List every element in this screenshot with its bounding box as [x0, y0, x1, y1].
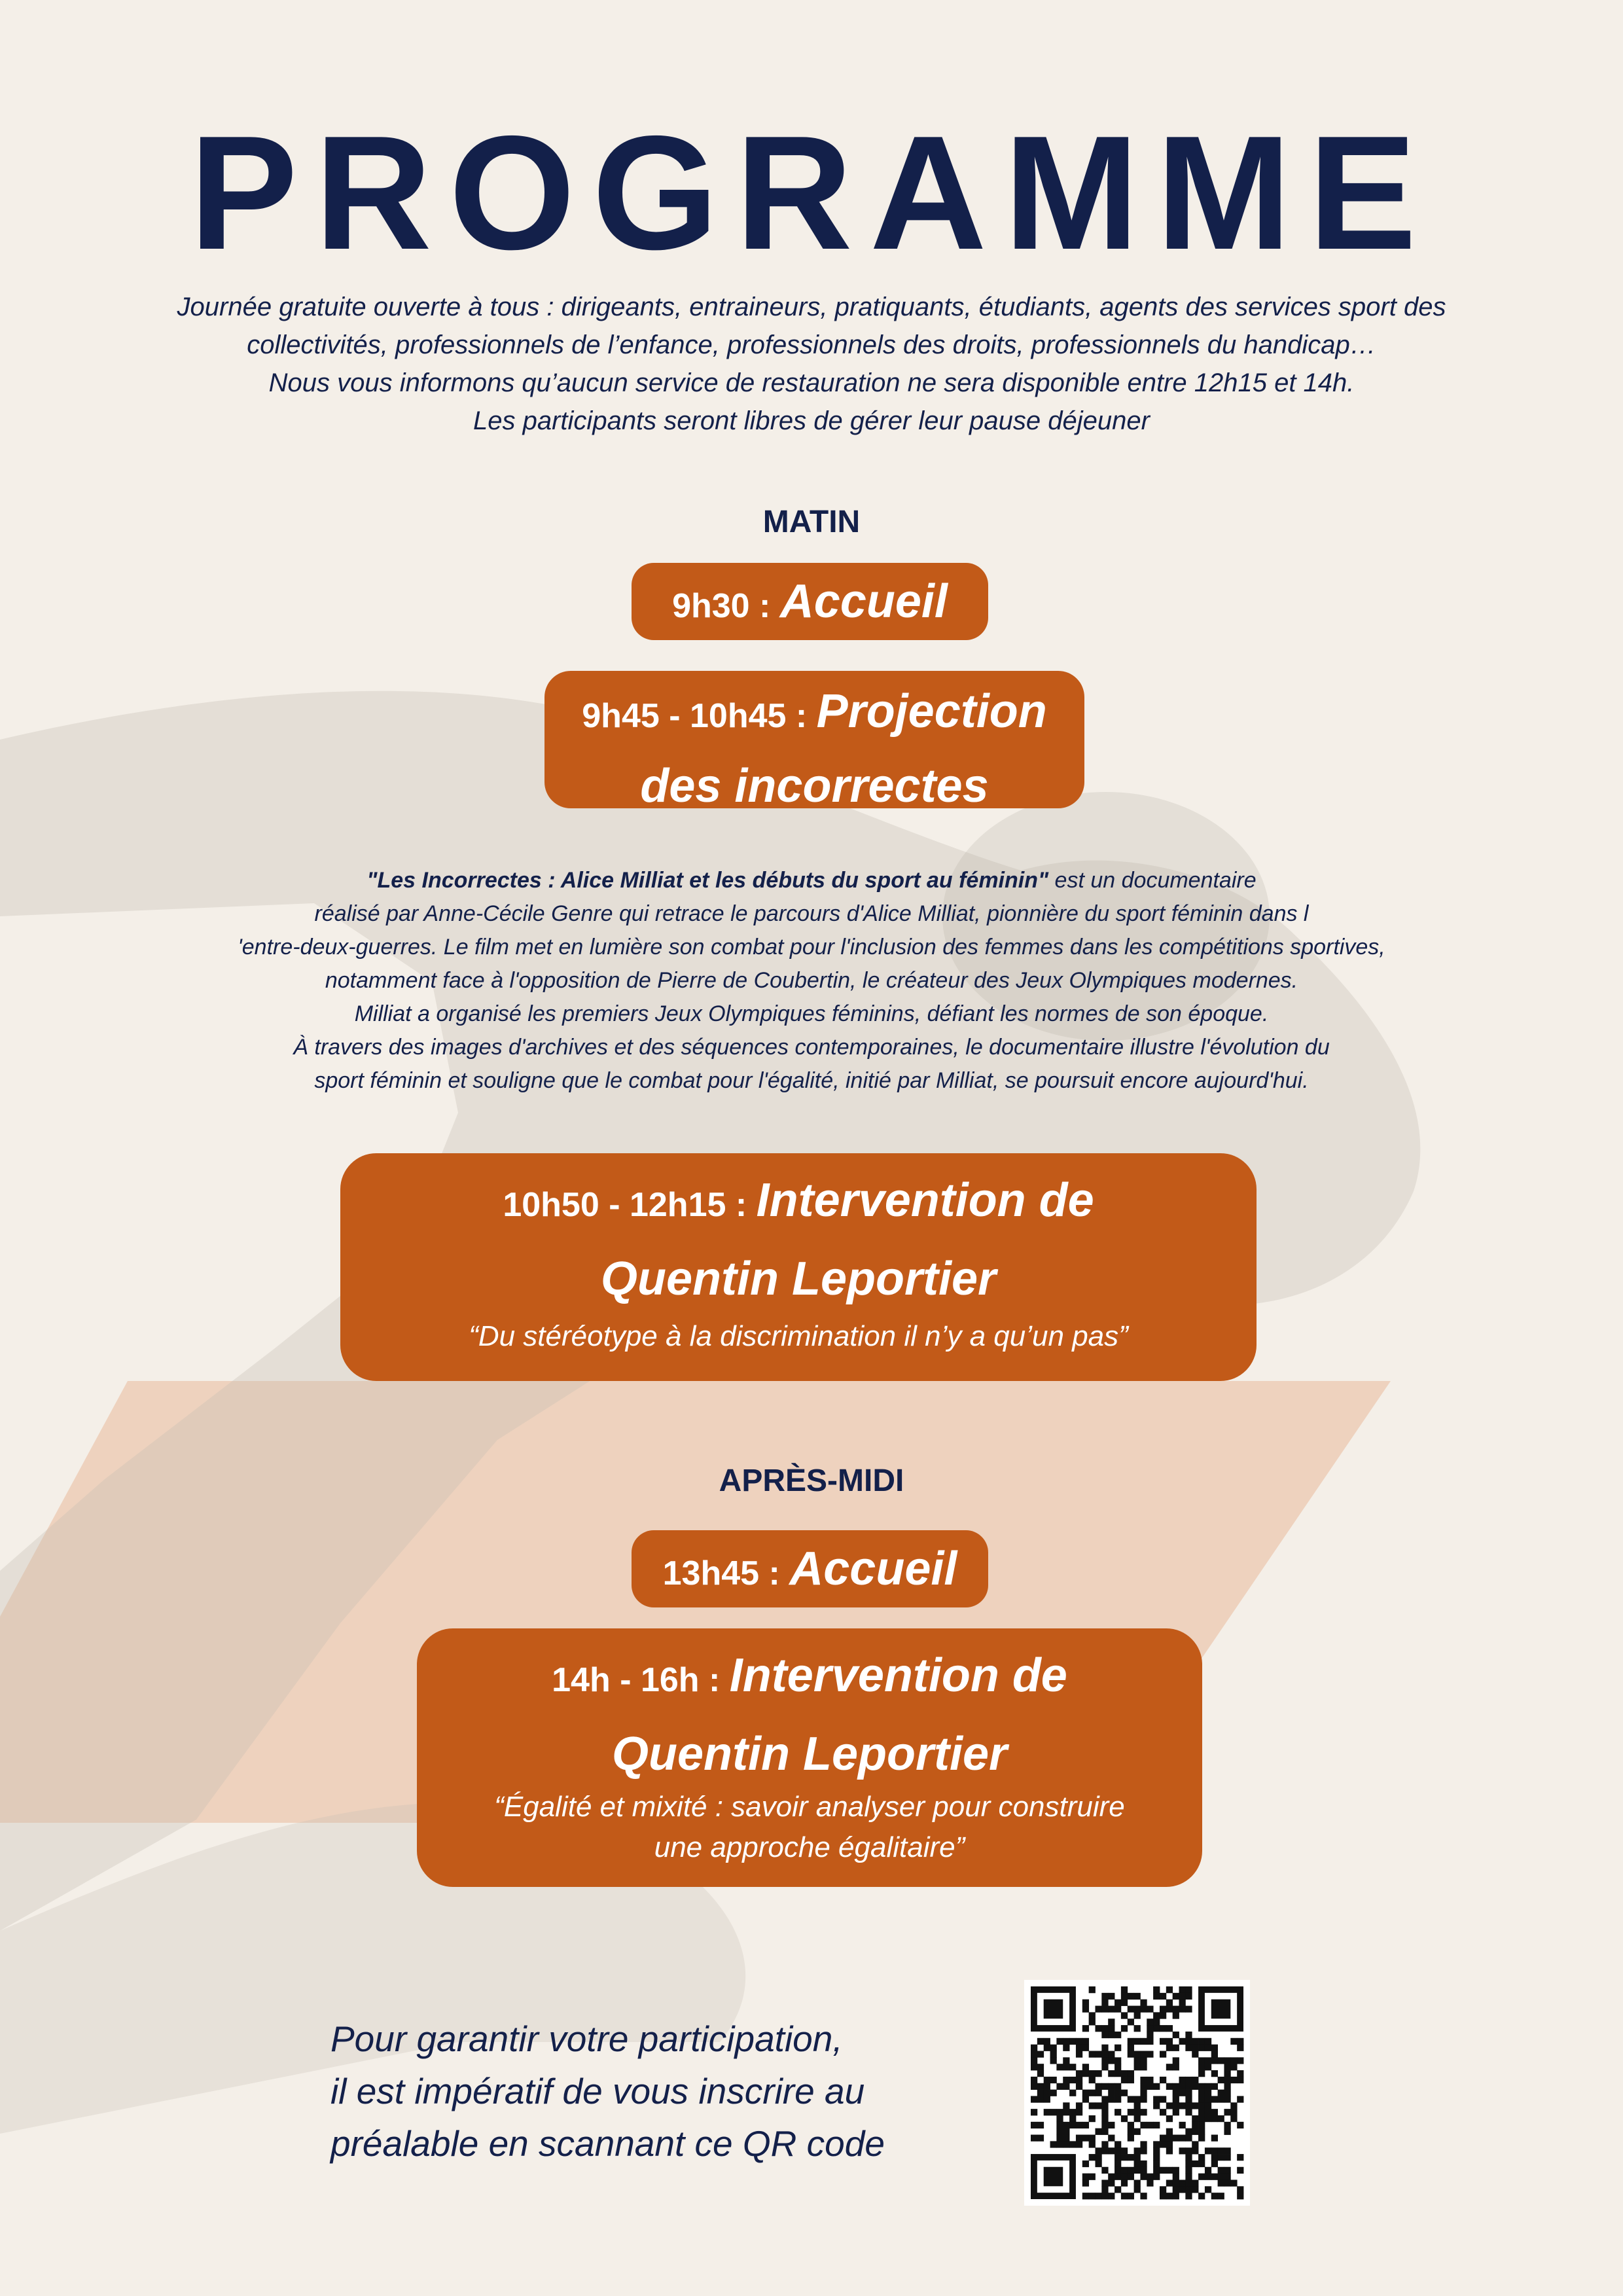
schedule-title: Intervention de [756, 1174, 1094, 1227]
description-line: 'entre-deux-guerres. Le film met en lumière son combat pour l'inclusion des femmes dans les compétitions sportives, [238, 935, 1385, 960]
intro-line: Nous vous informons qu’aucun service de restauration ne sera disponible entre 12h15 et 14h. [268, 368, 1355, 397]
intro-line: collectivités, professionnels de l’enfance, professionnels des droits, professionnels du handicap… [247, 331, 1376, 359]
schedule-title: Intervention de [729, 1649, 1067, 1702]
schedule-item-accueil-morning [632, 563, 988, 640]
registration-line: préalable en scannant ce QR code [330, 2123, 885, 2164]
registration-line: il est impératif de vous inscrire au [330, 2071, 865, 2111]
section-title-apres-midi: APRÈS-MIDI [719, 1463, 904, 1498]
speaker-name: Quentin Leportier [600, 1253, 997, 1305]
intro-line: Les participants seront libres de gérer leur pause déjeuner [473, 406, 1150, 435]
schedule-title: des incorrectes [640, 760, 989, 812]
description-line: sport féminin et souligne que le combat pour l'égalité, initié par Milliat, se poursuit encore aujourd'hui. [314, 1068, 1309, 1093]
schedule-title: Accueil [789, 1543, 957, 1595]
schedule-item-projection [544, 671, 1084, 812]
intro-line: Journée gratuite ouverte à tous : dirigeants, entraineurs, pratiquants, étudiants, agents des services sport des [177, 293, 1446, 321]
schedule-time: 13h45 : [662, 1554, 790, 1592]
intervention-subtitle: “Égalité et mixité : savoir analyser pour construire [494, 1791, 1125, 1823]
speaker-name: Quentin Leportier [611, 1728, 1008, 1780]
documentary-description [0, 864, 1623, 1098]
description-line: est un documentaire [1048, 868, 1257, 893]
description-line: notamment face à l'opposition de Pierre de Coubertin, le créateur des Jeux Olympiques modernes. [325, 968, 1298, 993]
schedule-item-accueil-afternoon [632, 1530, 988, 1607]
registration-text [330, 2013, 985, 2170]
description-line: réalisé par Anne-Cécile Genre qui retrace le parcours d'Alice Milliat, pionnière du sport féminin dans l [314, 901, 1309, 926]
qr-code-icon[interactable] [1024, 1980, 1250, 2206]
schedule-item-intervention-morning [340, 1153, 1257, 1381]
documentary-title: "Les Incorrectes : Alice Milliat et les débuts du sport au féminin" [366, 868, 1049, 893]
description-line: Milliat a organisé les premiers Jeux Olympiques féminins, défiant les normes de son époque. [354, 1001, 1269, 1026]
schedule-time: 9h30 : [672, 587, 780, 625]
schedule-time: 14h - 16h : [552, 1661, 730, 1699]
registration-line: Pour garantir votre participation, [330, 2018, 843, 2059]
schedule-title: Projection [816, 685, 1047, 738]
intro-text [0, 288, 1623, 440]
intervention-subtitle: une approche égalitaire” [654, 1831, 965, 1863]
schedule-time: 10h50 - 12h15 : [503, 1186, 757, 1224]
section-title-matin: MATIN [762, 505, 861, 539]
schedule-title: Accueil [779, 575, 948, 628]
schedule-item-intervention-afternoon [417, 1628, 1202, 1887]
description-line: À travers des images d'archives et des séquences contemporaines, le documentaire illustre l'évolution du [293, 1035, 1330, 1060]
page-title: PROGRAMME [189, 101, 1434, 283]
intervention-subtitle: “Du stéréotype à la discrimination il n’y a qu’un pas” [469, 1320, 1128, 1352]
schedule-time: 9h45 - 10h45 : [582, 697, 817, 735]
